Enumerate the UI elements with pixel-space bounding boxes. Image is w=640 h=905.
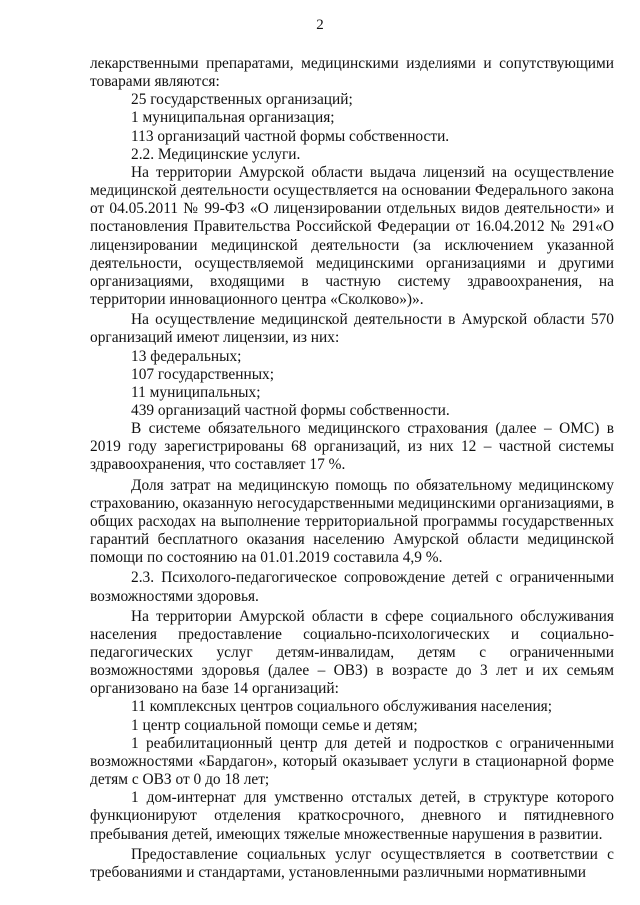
document-body	[90, 55, 614, 882]
list-item: 1 дом-интернат для умственно отсталых детей, в структуре которого функционируют отделения краткосрочного, дневного и пятидневного пребывания детей, имеющих тяжелые множественные нарушения в развитии.	[90, 789, 614, 843]
paragraph-oms-share: Доля затрат на медицинскую помощь по обязательному медицинскому страхованию, оказанную негосударственными медицинскими организациями, в общих расходах на выполнение территориальной программы государственных гарантий бесплатного оказания населению Амурской области медицинской помощи по состоянию на 01.01.2019 составила 4,9 %.	[90, 476, 614, 567]
list-item: 1 центр социальной помощи семье и детям;	[131, 716, 418, 734]
paragraph-intro-continuation: лекарственными препаратами, медицинскими изделиями и сопутствующими товарами являются:	[90, 55, 614, 91]
paragraph-licensing: На территории Амурской области выдача лицензий на осуществление медицинской деятельности осуществляется на основании Федерального закона от 04.05.2011 № 99-ФЗ «О лицензировании отдельных видов деятельности» и постановления Правительства Российской Федерации от 16.04.2012 № 291«О лицензировании медицинской деятельности (за исключением указанной деятельности, осуществляемой медицинскими организациями и другими организациями, входящими в частную систему здравоохранения, на территории инновационного центра «Сколково»)».	[90, 163, 614, 309]
list-item: 25 государственных организаций;	[131, 91, 353, 109]
list-item: 439 организаций частной формы собственности.	[131, 401, 450, 419]
list-item: 11 комплексных центров социального обслуживания населения;	[131, 698, 553, 716]
list-item: 1 реабилитационный центр для детей и подростков с ограниченными возможностями «Бардагон», который оказывает услуги в стационарной форме детям с ОВЗ от 0 до 18 лет;	[90, 734, 614, 789]
list-item: 1 муниципальная организация;	[131, 109, 335, 127]
paragraph-licenses-count: На осуществление медицинской деятельности в Амурской области 570 организаций имеют лицензии, из них:	[90, 311, 614, 347]
section-heading-2-2: 2.2. Медицинские услуги.	[131, 145, 301, 163]
page-number: 2	[316, 17, 324, 33]
paragraph-social-services: На территории Амурской области в сфере социального обслуживания населения предоставление социально-психологических и социально-педагогических услуг детям-инвалидам, детям с ограниченными возможностями здоровья (далее – ОВЗ) в возрасте до 3 лет и их семьям организовано на базе 14 организаций:	[90, 607, 614, 698]
paragraph-standards: Предоставление социальных услуг осуществляется в соответствии с требованиями и стандартами, установленными различными нормативными	[90, 845, 614, 881]
section-heading-2-3: 2.3. Психолого-педагогическое сопровождение детей с ограниченными возможностями здоровья.	[90, 569, 614, 605]
list-item: 107 государственных;	[131, 365, 275, 383]
list-item: 11 муниципальных;	[131, 383, 261, 401]
paragraph-oms: В системе обязательного медицинского страхования (далее – ОМС) в 2019 году зарегистрированы 68 организаций, из них 12 – частной системы здравоохранения, что составляет 17 %.	[90, 420, 614, 474]
list-item: 113 организаций частной формы собственности.	[131, 127, 450, 145]
list-item: 13 федеральных;	[131, 347, 242, 365]
